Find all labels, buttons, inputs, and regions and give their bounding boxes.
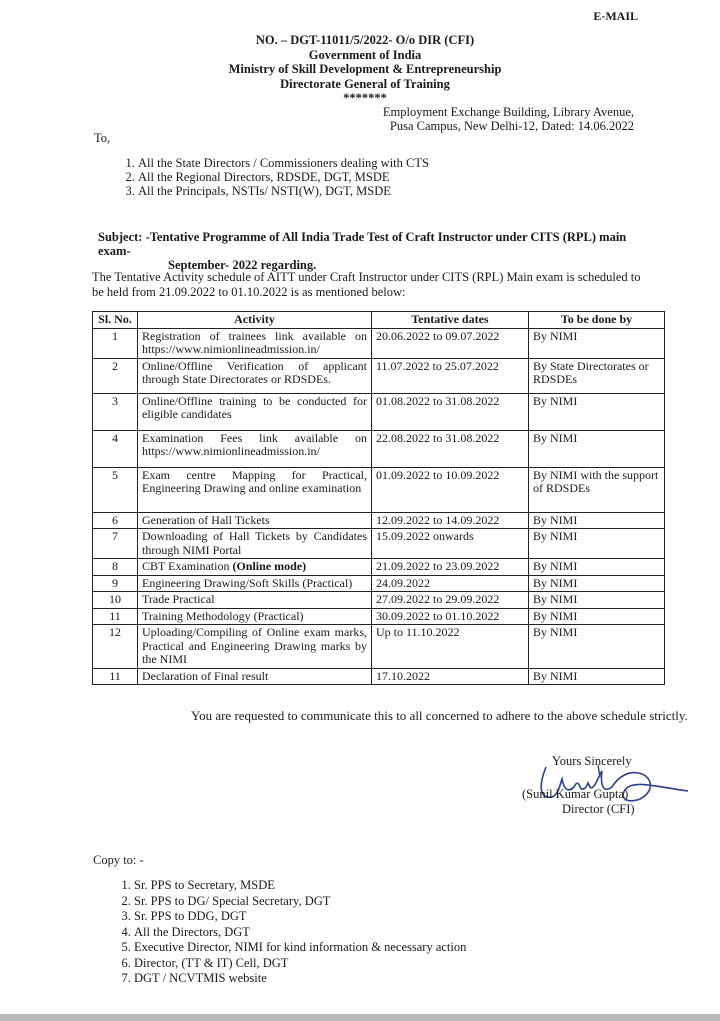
copy-to-label: Copy to: - [93,853,144,867]
cell-activity: Generation of Hall Tickets [138,512,372,529]
recipient-item: 3. All the Principals, NSTIs/ NSTI(W), DGT, MSDE [138,184,429,198]
copy-to-item: 4. All the Directors, DGT [134,925,466,941]
table-row [93,393,665,430]
cell-sl: 12 [93,625,138,669]
cell-activity: Examination Fees link available on https://www.nimionlineadmission.in/ [138,430,372,467]
cell-dates: 15.09.2022 onwards [372,529,529,559]
table-row [93,592,665,609]
yours-sincerely: Yours Sincerely [552,754,632,768]
table-header-row [93,312,665,329]
cell-sl: 11 [93,668,138,685]
cell-dates: 01.09.2022 to 10.09.2022 [372,467,529,512]
cell-activity: Declaration of Final result [138,668,372,685]
cell-sl: 10 [93,592,138,609]
cell-dates: 01.08.2022 to 31.08.2022 [372,393,529,430]
header-dates: Tentative dates [372,312,529,329]
header-stars: ******* [343,91,387,105]
cell-activity: Exam centre Mapping for Practical, Engineering Drawing and online examination [138,467,372,512]
letter-header [0,33,720,106]
table-row [93,608,665,625]
cell-done-by: By NIMI [529,559,665,576]
recipient-list [112,156,429,198]
cell-dates: 30.09.2022 to 01.10.2022 [372,608,529,625]
cell-dates: 12.09.2022 to 14.09.2022 [372,512,529,529]
cell-dates: 21.09.2022 to 23.09.2022 [372,559,529,576]
copy-to-item: 1. Sr. PPS to Secretary, MSDE [134,878,466,894]
cell-activity: Engineering Drawing/Soft Skills (Practical) [138,575,372,592]
cell-done-by: By NIMI [529,608,665,625]
subject-label: Subject: - [98,230,150,244]
signatory-designation: Director (CFI) [562,802,635,816]
cell-activity-text: CBT Examination [142,559,230,573]
header-done-by: To be done by [529,312,665,329]
cell-done-by: By NIMI [529,592,665,609]
ministry-line: Ministry of Skill Development & Entrepreneurship [228,62,502,76]
table-row [93,430,665,467]
cell-sl: 6 [93,512,138,529]
cell-activity: Training Methodology (Practical) [138,608,372,625]
cell-activity: Trade Practical [138,592,372,609]
cell-dates: 20.06.2022 to 09.07.2022 [372,328,529,358]
cell-sl: 7 [93,529,138,559]
table-row [93,559,665,576]
table-row [93,467,665,512]
cell-done-by: By NIMI [529,625,665,669]
letter-number: NO. – DGT-11011/5/2022- O/o DIR (CFI) [255,33,475,47]
cell-sl: 1 [93,328,138,358]
subject-line-2: September- 2022 regarding. [168,258,317,272]
cell-done-by: By NIMI [529,430,665,467]
schedule-table [92,311,665,685]
cell-done-by: By NIMI with the support of RDSDEs [529,467,665,512]
cell-activity-bold: (Online mode) [232,559,307,573]
cell-done-by: By NIMI [529,668,665,685]
cell-activity [138,559,372,576]
cell-done-by: By NIMI [529,393,665,430]
header-activity: Activity [138,312,372,329]
to-label: To, [94,131,111,145]
table-row [93,529,665,559]
signatory-name: (Sunil Kumar Gupta) [522,787,629,801]
intro-paragraph: The Tentative Activity schedule of AITT under Craft Instructor under CITS (RPL) Main exam is scheduled to be held from 21.09.2022 to 01.10.2022 is as mentioned below: [92,270,641,299]
subject-line-1: Tentative Programme of All India Trade Test of Craft Instructor under CITS (RPL) main exam- [98,230,627,258]
cell-sl: 8 [93,559,138,576]
cell-activity: Online/Offline Verification of applicant through State Directorates or RDSDEs. [138,358,372,393]
copy-to-item: 2. Sr. PPS to DG/ Special Secretary, DGT [134,894,466,910]
cell-activity: Uploading/Compiling of Online exam marks, Practical and Engineering Drawing marks by the NIMI [138,625,372,669]
table-row [93,575,665,592]
header-sl-no: Sl. No. [93,312,138,329]
government-line: Government of India [308,47,422,62]
copy-to-item: 3. Sr. PPS to DDG, DGT [134,909,466,925]
table-row [93,625,665,669]
address-line-2: Pusa Campus, New Delhi-12, Dated: 14.06.2022 [389,119,634,133]
recipient-item: 1. All the State Directors / Commissioners dealing with CTS [138,156,429,170]
cell-done-by: By NIMI [529,575,665,592]
cell-sl: 2 [93,358,138,393]
recipient-item: 2. All the Regional Directors, RDSDE, DGT, MSDE [138,170,429,184]
cell-sl: 5 [93,467,138,512]
closing-note: You are requested to communicate this to all concerned to adhere to the above schedule strictly. [191,708,688,723]
cell-sl: 3 [93,393,138,430]
email-tag: E-MAIL [593,9,638,23]
page-bottom-bar [0,1014,720,1021]
cell-activity: Registration of trainees link available on https://www.nimionlineadmission.in/ [138,328,372,358]
subject-block [98,230,643,272]
cell-dates: 17.10.2022 [372,668,529,685]
table-row [93,328,665,358]
address-line-1: Employment Exchange Building, Library Avenue, [382,105,634,119]
cell-dates: Up to 11.10.2022 [372,625,529,669]
address-block [383,105,634,133]
cell-dates: 27.09.2022 to 29.09.2022 [372,592,529,609]
cell-activity: Downloading of Hall Tickets by Candidates through NIMI Portal [138,529,372,559]
copy-to-item: 7. DGT / NCVTMIS website [134,971,466,987]
table-row [93,668,665,685]
cell-dates: 11.07.2022 to 25.07.2022 [372,358,529,393]
directorate-line: Directorate General of Training [280,76,450,91]
copy-to-item: 5. Executive Director, NIMI for kind information & necessary action [134,940,466,956]
table-row [93,358,665,393]
cell-done-by: By NIMI [529,328,665,358]
cell-activity: Online/Offline training to be conducted for eligible candidates [138,393,372,430]
cell-done-by: By NIMI [529,512,665,529]
cell-dates: 22.08.2022 to 31.08.2022 [372,430,529,467]
signoff-block [518,754,658,817]
cell-done-by: By NIMI [529,529,665,559]
table-row [93,512,665,529]
cell-dates: 24.09.2022 [372,575,529,592]
cell-sl: 9 [93,575,138,592]
copy-to-list [120,878,466,987]
cell-done-by: By State Directorates or RDSDEs [529,358,665,393]
cell-sl: 11 [93,608,138,625]
copy-to-item: 6. Director, (TT & IT) Cell, DGT [134,956,466,972]
cell-sl: 4 [93,430,138,467]
